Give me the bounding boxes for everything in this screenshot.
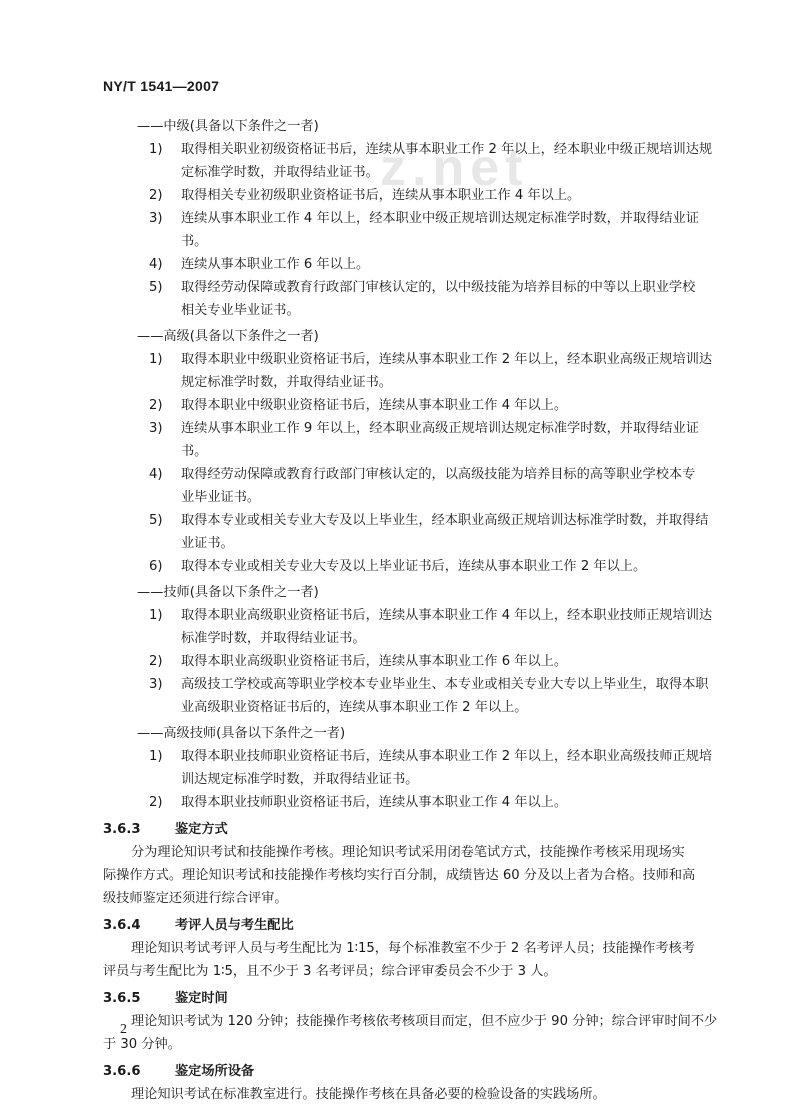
paragraph	[103, 1010, 743, 1033]
section-number: 3.6.4	[103, 918, 141, 933]
line-text: 分为理论知识考试和技能操作考核。理论知识考试采用闭卷笔试方式，技能操作考核采用现场实	[131, 845, 685, 860]
section-heading	[103, 914, 743, 937]
list-number: 1)	[149, 352, 163, 367]
line-text: 考评人员与考生配比	[175, 918, 294, 933]
level-heading	[103, 325, 743, 348]
list-item	[103, 394, 743, 417]
line-text: 书。	[181, 234, 208, 249]
section-heading	[103, 1060, 743, 1083]
line-text: 取得本职业中级职业资格证书后，连续从事本职业工作 4 年以上。	[181, 398, 568, 413]
line-text: 标准学时数，并取得结业证书。	[181, 631, 366, 646]
line-text: 取得本职业技师职业资格证书后，连续从事本职业工作 2 年以上，经本职业高级技师正规培	[181, 749, 713, 764]
list-item	[103, 253, 743, 276]
line-text: 规定标准学时数，并取得结业证书。	[181, 375, 392, 390]
line-text: ——中级(具备以下条件之一者)	[137, 119, 319, 134]
list-item-continuation	[103, 161, 743, 184]
list-item	[103, 555, 743, 578]
list-item-continuation	[103, 299, 743, 322]
section-heading	[103, 987, 743, 1010]
line-text: ——高级技师(具备以下条件之一者)	[137, 726, 346, 741]
line-text: 取得本职业高级职业资格证书后，连续从事本职业工作 4 年以上，经本职业技师正规培训达	[181, 608, 713, 623]
level-heading	[103, 581, 743, 604]
line-text: 理论知识考试为 120 分钟；技能操作考核依考核项目而定，但不应少于 90 分钟；综合评审时间不少	[131, 1014, 718, 1029]
list-item	[103, 417, 743, 440]
line-text: 取得本职业中级职业资格证书后，连续从事本职业工作 2 年以上，经本职业高级正规培训达	[181, 352, 713, 367]
watermark: z.net	[380, 139, 529, 197]
list-item	[103, 673, 743, 696]
line-text: 取得相关专业初级职业资格证书后，连续从事本职业工作 4 年以上。	[181, 188, 581, 203]
list-item-continuation	[103, 486, 743, 509]
list-number: 1)	[149, 608, 163, 623]
list-number: 3)	[149, 211, 163, 226]
line-text: 取得经劳动保障或教育行政部门审核认定的，以中级技能为培养目标的中等以上职业学校	[181, 280, 696, 295]
line-text: 理论知识考试考评人员与考生配比为 1∶15，每个标准教室不少于 2 名考评人员；技能操作考核考	[131, 941, 695, 956]
line-text: 鉴定场所设备	[175, 1064, 255, 1079]
document-id-header: NY/T 1541—2007	[103, 78, 220, 94]
level-heading	[103, 722, 743, 745]
line-text: 取得相关职业初级资格证书后，连续从事本职业工作 2 年以上，经本职业中级正规培训达规	[181, 142, 713, 157]
line-text: ——技师(具备以下条件之一者)	[137, 585, 319, 600]
list-item	[103, 650, 743, 673]
list-number: 2)	[149, 188, 163, 203]
section-number: 3.6.5	[103, 991, 141, 1006]
list-item	[103, 463, 743, 486]
line-text: 级技师鉴定还须进行综合评审。	[103, 891, 288, 906]
line-text: 取得本专业或相关专业大专及以上毕业生，经本职业高级正规培训达标准学时数，并取得结	[181, 513, 709, 528]
list-item-continuation	[103, 696, 743, 719]
section-number: 3.6.6	[103, 1064, 141, 1079]
line-text: 业毕业证书。	[181, 490, 261, 505]
line-text: 评员与考生配比为 1∶5，且不少于 3 名考评员；综合评审委员会不少于 3 人。	[103, 964, 557, 979]
list-number: 6)	[149, 559, 163, 574]
line-text: 取得经劳动保障或教育行政部门审核认定的，以高级技能为培养目标的高等职业学校本专	[181, 467, 696, 482]
list-number: 4)	[149, 257, 163, 272]
list-item-continuation	[103, 627, 743, 650]
list-number: 2)	[149, 795, 163, 810]
list-number: 2)	[149, 398, 163, 413]
line-text: 取得本职业技师职业资格证书后，连续从事本职业工作 4 年以上。	[181, 795, 568, 810]
line-text: 际操作方式。理论知识考试和技能操作考核均实行百分制，成绩皆达 60 分及以上者为合格。技师和高	[103, 868, 696, 883]
list-item	[103, 604, 743, 627]
line-text: 训达规定标准学时数，并取得结业证书。	[181, 772, 419, 787]
list-item	[103, 138, 743, 161]
paragraph	[103, 937, 743, 960]
list-item-continuation	[103, 768, 743, 791]
list-item	[103, 791, 743, 814]
document-body	[103, 112, 743, 1106]
list-item-continuation	[103, 532, 743, 555]
list-number: 3)	[149, 421, 163, 436]
line-text: 高级技工学校或高等职业学校本专业毕业生、本专业或相关专业大专以上毕业生，取得本职	[181, 677, 709, 692]
line-text: ——高级(具备以下条件之一者)	[137, 329, 319, 344]
line-text: 连续从事本职业工作 4 年以上，经本职业中级正规培训达规定标准学时数，并取得结业证	[181, 211, 699, 226]
paragraph-continuation	[103, 1033, 743, 1056]
list-item	[103, 207, 743, 230]
line-text: 于 30 分钟。	[103, 1037, 181, 1052]
line-text: 取得本专业或相关专业大专及以上毕业证书后，连续从事本职业工作 2 年以上。	[181, 559, 647, 574]
line-text: 业高级职业资格证书后的，连续从事本职业工作 2 年以上。	[181, 700, 528, 715]
list-item-continuation	[103, 371, 743, 394]
list-item	[103, 276, 743, 299]
list-number: 4)	[149, 467, 163, 482]
line-text: 业证书。	[181, 536, 234, 551]
list-item	[103, 348, 743, 371]
paragraph-continuation	[103, 960, 743, 983]
paragraph	[103, 841, 743, 864]
list-number: 3)	[149, 677, 163, 692]
line-text: 连续从事本职业工作 6 年以上。	[181, 257, 370, 272]
paragraph-continuation	[103, 887, 743, 910]
line-text: 鉴定时间	[175, 991, 228, 1006]
list-item-continuation	[103, 440, 743, 463]
list-number: 5)	[149, 280, 163, 295]
line-text: 理论知识考试在标准教室进行。技能操作考核在具备必要的检验设备的实践场所。	[131, 1087, 606, 1102]
list-item	[103, 184, 743, 207]
paragraph	[103, 1083, 743, 1106]
line-text: 书。	[181, 444, 208, 459]
page-number: 2	[120, 1022, 127, 1037]
list-item	[103, 509, 743, 532]
list-item	[103, 745, 743, 768]
list-item-continuation	[103, 230, 743, 253]
level-heading	[103, 115, 743, 138]
paragraph-continuation	[103, 864, 743, 887]
section-number: 3.6.3	[103, 822, 141, 837]
list-number: 1)	[149, 142, 163, 157]
list-number: 1)	[149, 749, 163, 764]
list-number: 2)	[149, 654, 163, 669]
line-text: 鉴定方式	[175, 822, 228, 837]
line-text: 连续从事本职业工作 9 年以上，经本职业高级正规培训达规定标准学时数，并取得结业证	[181, 421, 699, 436]
line-text: 定标准学时数，并取得结业证书。	[181, 165, 379, 180]
line-text: 相关专业毕业证书。	[181, 303, 300, 318]
line-text: 取得本职业高级职业资格证书后，连续从事本职业工作 6 年以上。	[181, 654, 568, 669]
list-number: 5)	[149, 513, 163, 528]
section-heading	[103, 818, 743, 841]
